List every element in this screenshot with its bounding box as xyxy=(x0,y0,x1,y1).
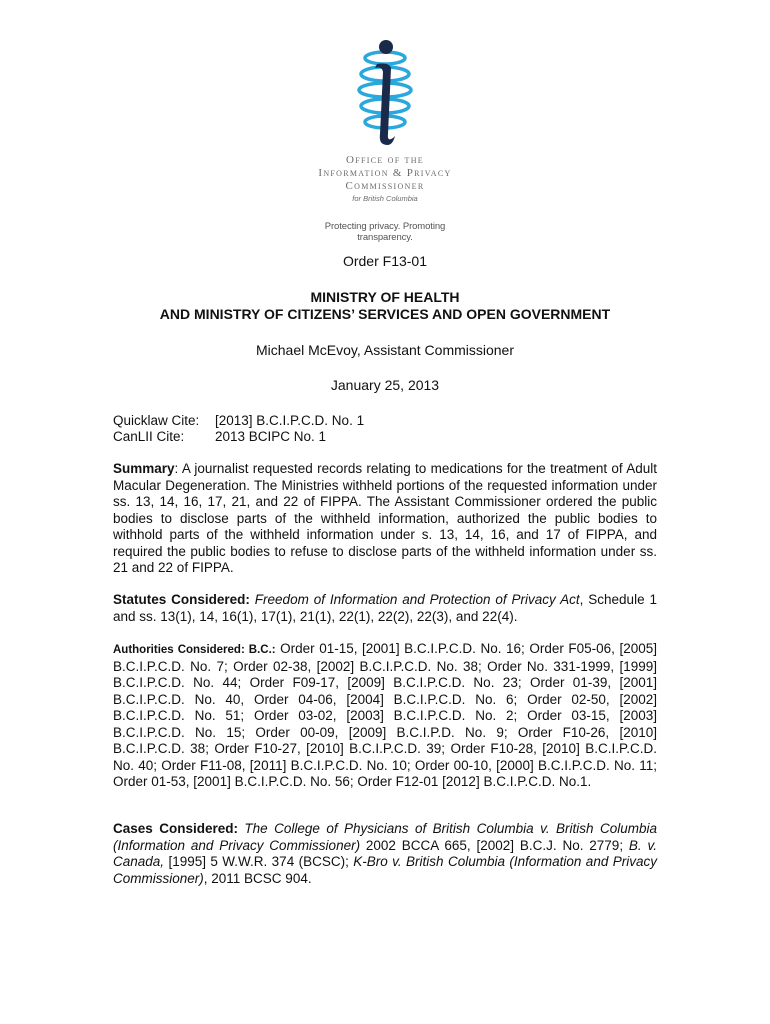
cases-paragraph xyxy=(113,821,657,887)
order-date: January 25, 2013 xyxy=(330,377,440,393)
statutes-text: , Schedule 1 and ss. 13(1), 14, 16(1), 17(1), 21(1), 22(1), 22(2), 22(3), and 22(4). xyxy=(113,592,657,624)
authorities-text: Order 01-15, [2001] B.C.I.P.C.D. No. 16; Order F05-06, [2005] B.C.I.P.C.D. No. 7; Order 02-38, [2002] B.C.I.P.C.D. No. 38; Order No. 331-1999, [1999] B.C.I.P.C.D. No. 44; Order F09-17, [2009] B.C.I.P.C.D. No. 23; Order 01-39, [2001] B.C.I.P.C.D. No. 40, Order 04-06, [2004] B.C.I.P.C.D. No. 6; Order 02-50, [2002] B.C.I.P.C.D. No. 51; Order 03-02, [2003] B.C.I.P.C.D. No. 2; Order 03-15, [2003] B.C.I.P.C.D. No. 15; Order 00-09, [2009] B.C.I.P.D. No. 9; Order F10-26, [2010] B.C.I.P.C.D. 38; Order F10-27, [2010] B.C.I.P.C.D. 39; Order F10-28, [2010] B.C.I.P.C.D. No. 40; Order F11-08, [2011] B.C.I.P.C.D. No. 10; Order 00-10, [2000] B.C.I.P.C.D. No. 11; Order 01-53, [2001] B.C.I.P.C.D. No. 56; Order F12-01 [2012] B.C.I.P.C.D. No.1. xyxy=(113,641,657,789)
title-line-2: AND MINISTRY OF CITIZENS’ SERVICES AND OPEN GOVERNMENT xyxy=(159,306,611,322)
summary-heading: Summary xyxy=(113,461,175,476)
statutes-act: Freedom of Information and Protection of Privacy Act xyxy=(254,592,580,607)
oipc-logo xyxy=(300,38,470,238)
authorities-paragraph xyxy=(113,641,657,791)
org-name-line-1: Office of the xyxy=(346,154,424,166)
author: Michael McEvoy, Assistant Commissioner xyxy=(255,342,515,358)
summary-text: : A journalist requested records relating to medications for the treatment of Adult Macular Degeneration. The Ministries withheld portions of the requested information under ss. 13, 14, 16, 17, 21, and 22 of FIPPA. The Assistant Commissioner ordered the public bodies to disclose parts of the withheld information, authorized the public bodies to withhold parts of the withheld information under s. 13, 14, 16, and 17 of FIPPA, and required the public bodies to refuse to disclose parts of the withheld information under ss. 21 and 22 of FIPPA. xyxy=(113,461,657,575)
org-jurisdiction: for British Columbia xyxy=(352,194,418,203)
case-1: The College of Physicians of British Columbia v. British Columbia (Information and Privacy Commissioner) xyxy=(113,821,657,853)
citation-label: CanLII Cite: xyxy=(113,429,185,444)
citation-quicklaw xyxy=(113,413,364,428)
case-3-cite: , 2011 BCSC 904. xyxy=(203,870,312,886)
case-1-cite: 2002 BCCA 665, [2002] B.C.J. No. 2779; xyxy=(360,837,629,853)
citation-value: [2013] B.C.I.P.C.D. No. 1 xyxy=(215,413,365,428)
authorities-heading: Authorities Considered: B.C.: xyxy=(113,644,276,656)
oipc-i-swirl-icon xyxy=(355,38,415,150)
citation-canlii xyxy=(113,429,326,444)
case-2: B. v. Canada, xyxy=(113,837,657,869)
cases-heading: Cases Considered: xyxy=(113,821,238,836)
order-number: Order F13-01 xyxy=(342,253,428,269)
citation-label: Quicklaw Cite: xyxy=(113,413,200,428)
statutes-paragraph xyxy=(113,592,657,625)
case-3: K-Bro v. British Columbia (Information and Privacy Commissioner) xyxy=(113,854,657,886)
citation-value: 2013 BCIPC No. 1 xyxy=(215,429,327,444)
summary-paragraph xyxy=(113,461,657,577)
org-name xyxy=(300,154,470,193)
org-name-line-3: Commissioner xyxy=(345,180,425,192)
statutes-heading: Statutes Considered: xyxy=(113,592,250,607)
tagline: Protecting privacy. Promoting transparency. xyxy=(324,221,446,243)
case-2-cite: [1995] 5 W.W.R. 374 (BCSC); xyxy=(164,854,354,869)
title-line-1: MINISTRY OF HEALTH xyxy=(310,289,460,305)
org-name-line-2: Information & Privacy xyxy=(318,167,452,179)
